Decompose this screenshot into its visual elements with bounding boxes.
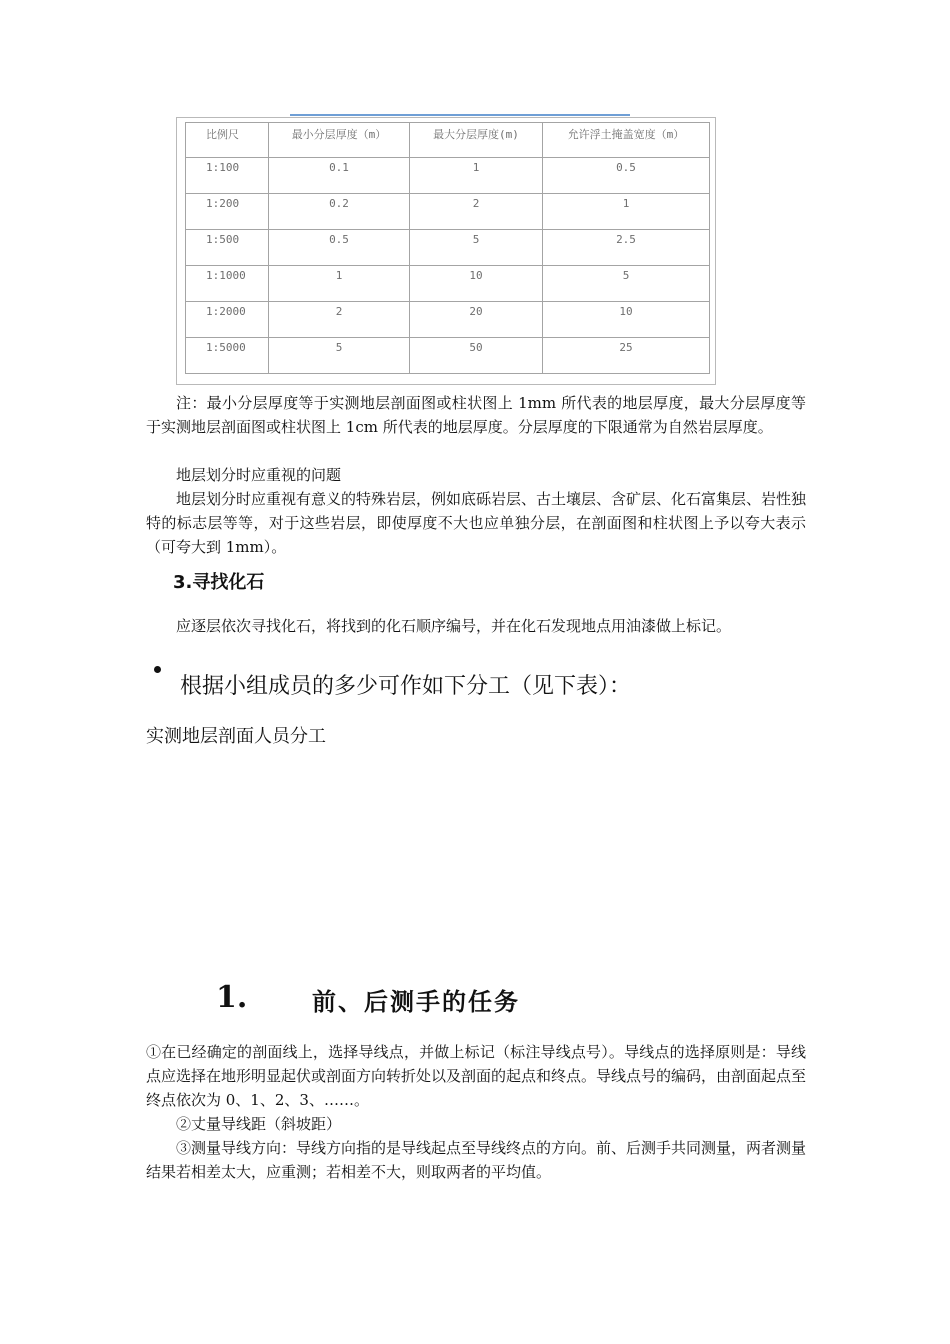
bullet-dot-icon bbox=[154, 666, 161, 673]
issue-body: 地层划分时应重视有意义的特殊岩层，例如底砾岩层、古土壤层、含矿层、化石富集层、岩性独特的标志层等等，对于这些岩层，即使厚度不大也应单独分层，在剖面图和柱状图上予以夸大表示（可夸大到 1mm）。 bbox=[146, 490, 807, 556]
heading-number: 1. bbox=[216, 980, 248, 1015]
cell: 50 bbox=[410, 338, 543, 374]
table-row bbox=[186, 266, 710, 302]
cell: 10 bbox=[410, 266, 543, 302]
table-row bbox=[186, 194, 710, 230]
cell: 20 bbox=[410, 302, 543, 338]
scale-thickness-table bbox=[185, 122, 710, 374]
cell: 1 bbox=[269, 266, 410, 302]
cell: 10 bbox=[543, 302, 710, 338]
issue-title: 地层划分时应重视的问题 bbox=[176, 466, 342, 484]
header-max-thickness: 最大分层厚度(m) bbox=[410, 123, 543, 158]
task-2: ②丈量导线距（斜坡距） bbox=[176, 1115, 342, 1133]
cell: 2 bbox=[410, 194, 543, 230]
cell: 0.2 bbox=[269, 194, 410, 230]
table-note: 注：最小分层厚度等于实测地层剖面图或柱状图上 1mm 所代表的地层厚度，最大分层厚度等于实测地层剖面图或柱状图上 1cm 所代表的地层厚度。分层厚度的下限通常为自然岩层厚度。 bbox=[146, 394, 806, 436]
section-3-heading: 3.寻找化石 bbox=[173, 572, 265, 593]
cell: 1 bbox=[410, 158, 543, 194]
cell: 1:100 bbox=[186, 158, 269, 194]
cell: 1:2000 bbox=[186, 302, 269, 338]
cell: 1:1000 bbox=[186, 266, 269, 302]
header-scale: 比例尺 bbox=[186, 123, 269, 158]
cell: 5 bbox=[269, 338, 410, 374]
cell: 0.5 bbox=[543, 158, 710, 194]
table-row bbox=[186, 338, 710, 374]
cell: 5 bbox=[543, 266, 710, 302]
cell: 25 bbox=[543, 338, 710, 374]
header-min-thickness: 最小分层厚度（m） bbox=[269, 123, 410, 158]
header-cover-width: 允许浮土掩盖宽度（m） bbox=[543, 123, 710, 158]
heading-text: 前、后测手的任务 bbox=[312, 988, 520, 1016]
cell: 1:200 bbox=[186, 194, 269, 230]
division-subtitle: 实测地层剖面人员分工 bbox=[146, 726, 326, 747]
table-row bbox=[186, 158, 710, 194]
cell: 0.1 bbox=[269, 158, 410, 194]
table-top-rule bbox=[290, 114, 630, 116]
cell: 2 bbox=[269, 302, 410, 338]
cell: 1:500 bbox=[186, 230, 269, 266]
table-row bbox=[186, 302, 710, 338]
cell: 0.5 bbox=[269, 230, 410, 266]
cell: 2.5 bbox=[543, 230, 710, 266]
table-header-row bbox=[186, 123, 710, 158]
task-3: ③测量导线方向：导线方向指的是导线起点至导线终点的方向。前、后测手共同测量，两者测量结果若相差太大，应重测；若相差不大，则取两者的平均值。 bbox=[146, 1139, 807, 1181]
section-3-body: 应逐层依次寻找化石，将找到的化石顺序编号，并在化石发现地点用油漆做上标记。 bbox=[176, 617, 732, 635]
cell: 1:5000 bbox=[186, 338, 269, 374]
table-row bbox=[186, 230, 710, 266]
task-1: ①在已经确定的剖面线上，选择导线点，并做上标记（标注导线点号）。导线点的选择原则是：导线点应选择在地形明显起伏或剖面方向转折处以及剖面的起点和终点。导线点号的编码，由剖面起点至终点依次为 0、1、2、3、……。 bbox=[146, 1043, 807, 1109]
bullet-text: 根据小组成员的多少可作如下分工（见下表）： bbox=[180, 674, 632, 699]
cell: 1 bbox=[543, 194, 710, 230]
cell: 5 bbox=[410, 230, 543, 266]
